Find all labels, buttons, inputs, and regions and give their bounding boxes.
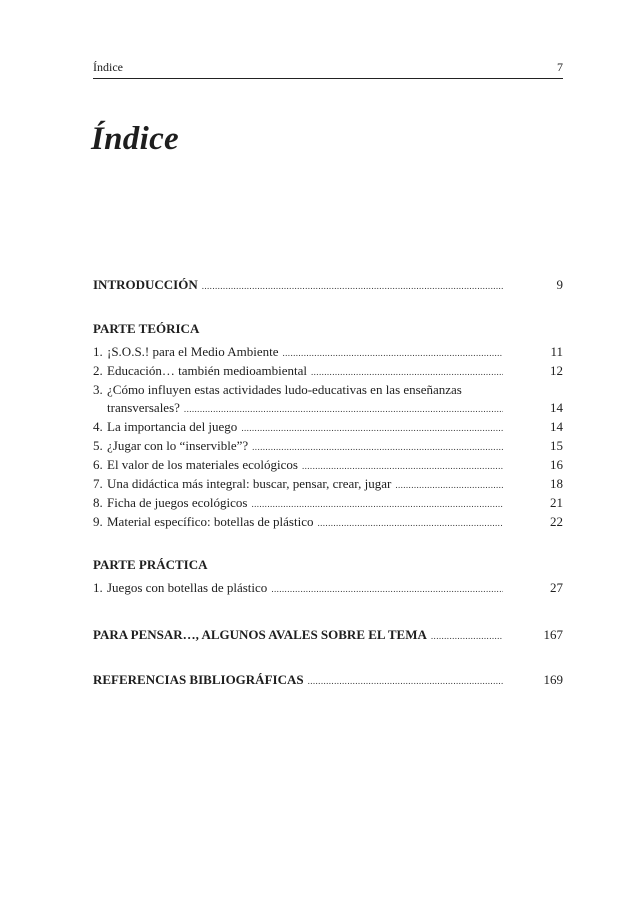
dot-leader xyxy=(184,400,503,418)
item-text: ¡S.O.S.! para el Medio Ambiente xyxy=(107,344,279,359)
toc-row-avales[interactable] xyxy=(93,626,563,645)
toc-row[interactable] xyxy=(93,343,563,362)
item-text: ¿Cómo influyen estas actividades ludo-educativas en las enseñanzas xyxy=(107,382,462,397)
toc-row[interactable] xyxy=(93,437,563,456)
dot-leader xyxy=(302,457,503,475)
item-number: 9. xyxy=(93,514,103,529)
toc-row-multiline[interactable] xyxy=(93,381,563,418)
toc-page-introduccion: 9 xyxy=(556,277,563,292)
toc-parte-practica xyxy=(93,556,563,598)
toc-row-referencias[interactable] xyxy=(93,671,563,690)
item-number: 2. xyxy=(93,363,103,378)
toc-avales xyxy=(93,626,563,645)
toc-row[interactable] xyxy=(93,456,563,475)
toc-label-referencias: REFERENCIAS BIBLIOGRÁFICAS xyxy=(93,672,304,687)
item-text: Material específico: botellas de plástico xyxy=(107,514,314,529)
item-page: 14 xyxy=(550,400,563,415)
item-number: 1. xyxy=(93,344,103,359)
toc-label-introduccion: INTRODUCCIÓN xyxy=(93,277,198,292)
page-title: Índice xyxy=(91,121,179,157)
item-text: Juegos con botellas de plástico xyxy=(107,580,268,595)
item-page: 14 xyxy=(550,419,563,434)
dot-leader xyxy=(251,495,503,513)
item-number: 4. xyxy=(93,419,103,434)
dot-leader xyxy=(202,277,503,295)
toc-parte-teorica xyxy=(93,320,563,532)
item-page: 16 xyxy=(550,457,563,472)
dot-leader xyxy=(317,514,503,532)
item-page: 18 xyxy=(550,476,563,491)
running-header-title: Índice xyxy=(93,60,123,74)
toc-page-avales: 167 xyxy=(543,627,563,642)
item-number: 1. xyxy=(93,580,103,595)
table-of-contents xyxy=(93,276,563,690)
item-text: Una didáctica más integral: buscar, pensar, crear, jugar xyxy=(107,476,392,491)
item-text-continued: transversales? xyxy=(107,400,180,415)
toc-row[interactable] xyxy=(93,418,563,437)
dot-leader xyxy=(252,438,503,456)
item-number: 8. xyxy=(93,495,103,510)
toc-row[interactable] xyxy=(93,494,563,513)
dot-leader xyxy=(311,363,503,381)
toc-page-referencias: 169 xyxy=(543,672,563,687)
dot-leader xyxy=(431,627,503,645)
dot-leader xyxy=(283,344,504,362)
running-header xyxy=(93,60,563,79)
item-text: El valor de los materiales ecológicos xyxy=(107,457,298,472)
item-number: 6. xyxy=(93,457,103,472)
dot-leader xyxy=(241,419,503,437)
dot-leader xyxy=(395,476,503,494)
item-page: 11 xyxy=(550,344,563,359)
toc-label-avales: PARA PENSAR…, ALGUNOS AVALES SOBRE EL TEMA xyxy=(93,627,427,642)
toc-row-introduccion[interactable] xyxy=(93,276,563,295)
item-page: 22 xyxy=(550,514,563,529)
item-page: 21 xyxy=(550,495,563,510)
toc-row[interactable] xyxy=(93,362,563,381)
toc-row[interactable] xyxy=(93,579,563,598)
dot-leader xyxy=(271,580,503,598)
running-header-page-number: 7 xyxy=(557,60,563,74)
item-number: 7. xyxy=(93,476,103,491)
dot-leader xyxy=(308,672,503,690)
toc-referencias xyxy=(93,671,563,690)
item-number: 5. xyxy=(93,438,103,453)
item-text: ¿Jugar con lo “inservible”? xyxy=(107,438,249,453)
item-text: Educación… también medioambiental xyxy=(107,363,307,378)
toc-introduccion xyxy=(93,276,563,295)
item-text: La importancia del juego xyxy=(107,419,238,434)
section-heading-teorica: PARTE TEÓRICA xyxy=(93,321,200,336)
item-page: 27 xyxy=(550,580,563,595)
item-page: 15 xyxy=(550,438,563,453)
item-text: Ficha de juegos ecológicos xyxy=(107,495,248,510)
section-heading-practica: PARTE PRÁCTICA xyxy=(93,557,208,572)
toc-row[interactable] xyxy=(93,475,563,494)
item-number: 3. xyxy=(93,382,103,397)
item-page: 12 xyxy=(550,363,563,378)
toc-row[interactable] xyxy=(93,513,563,532)
